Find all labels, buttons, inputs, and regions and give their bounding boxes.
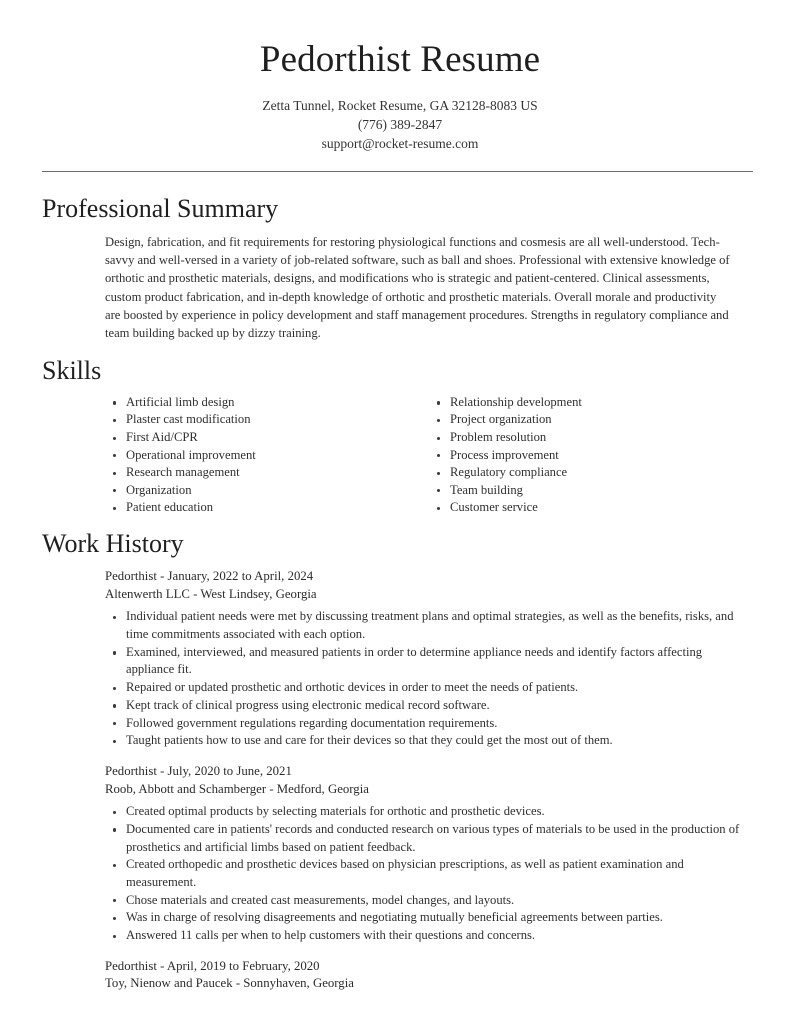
list-item: First Aid/CPR xyxy=(105,429,429,447)
list-item: Followed government regulations regarding documentation requirements. xyxy=(105,715,753,733)
skills-columns xyxy=(105,386,753,517)
job-company-location: Roob, Abbott and Schamberger - Medford, Georgia xyxy=(105,781,369,796)
job-responsibilities xyxy=(105,798,753,945)
list-item: Individual patient needs were met by discussing treatment plans and optimal strategies, as well as the benefits, risks, and time commitments associated with each option. xyxy=(105,608,753,643)
job-entry xyxy=(105,945,753,993)
section-heading-summary: Professional Summary xyxy=(42,193,279,223)
list-item: Project organization xyxy=(429,411,753,429)
job-company-location: Toy, Nienow and Paucek - Sonnyhaven, Georgia xyxy=(105,976,354,991)
list-item: Was in charge of resolving disagreements and negotiating mutually beneficial agreements between parties. xyxy=(105,909,753,927)
list-item: Customer service xyxy=(429,499,753,517)
contact-email: support@rocket-resume.com xyxy=(321,135,479,151)
summary-text: Design, fabrication, and fit requirements for restoring physiological functions and cosmesis are all well-understood. Tech-savvy and well-versed in a variety of job-related software, such as ball and shoes. Professional with extensive knowledge of orthotic and prosthetic materials, designs, and modifications who is strategic and patient-centered. Clinical assessments, custom product fabrication, and in-depth knowledge of orthotic and prosthetic materials. Overall morale and productivity are boosted by experience in policy development and staff management procedures. Strengths in regulatory compliance and team building backed up by dizzy training. xyxy=(105,234,730,341)
list-item: Relationship development xyxy=(429,394,753,412)
skills-column-right xyxy=(429,394,753,517)
list-item: Regulatory compliance xyxy=(429,464,753,482)
list-item: Chose materials and created cast measurements, model changes, and layouts. xyxy=(105,892,753,910)
list-item: Organization xyxy=(105,482,429,500)
skills-list-right xyxy=(429,394,753,517)
list-item: Created optimal products by selecting materials for orthotic and prosthetic devices. xyxy=(105,803,753,821)
skills-list-left xyxy=(105,394,429,517)
work-history-body xyxy=(42,559,753,993)
job-title-dates: Pedorthist - July, 2020 to June, 2021 xyxy=(105,763,292,778)
section-professional-summary xyxy=(0,172,800,343)
list-item: Kept track of clinical progress using electronic medical record software. xyxy=(105,697,753,715)
list-item: Team building xyxy=(429,482,753,500)
job-responsibilities xyxy=(105,603,753,750)
list-item: Research management xyxy=(105,464,429,482)
job-entry xyxy=(105,559,753,750)
summary-body xyxy=(42,224,753,343)
list-item: Repaired or updated prosthetic and orthotic devices in order to meet the needs of patients. xyxy=(105,679,753,697)
job-title-dates: Pedorthist - January, 2022 to April, 2024 xyxy=(105,569,314,584)
job-company-location: Altenwerth LLC - West Lindsey, Georgia xyxy=(105,586,317,601)
job-title-dates: Pedorthist - April, 2019 to February, 2020 xyxy=(105,958,320,973)
contact-address: Zetta Tunnel, Rocket Resume, GA 32128-8083 US xyxy=(262,97,538,113)
list-item: Answered 11 calls per when to help customers with their questions and concerns. xyxy=(105,927,753,945)
list-item: Process improvement xyxy=(429,447,753,465)
list-item: Operational improvement xyxy=(105,447,429,465)
list-item: Taught patients how to use and care for their devices so that they could get the most out of them. xyxy=(105,732,753,750)
page-title: Pedorthist Resume xyxy=(259,39,541,80)
job-entry xyxy=(105,750,753,945)
list-item: Problem resolution xyxy=(429,429,753,447)
list-item: Artificial limb design xyxy=(105,394,429,412)
contact-phone: (776) 389-2847 xyxy=(357,116,443,132)
list-item: Created orthopedic and prosthetic devices based on physician prescriptions, as well as patient examination and measurement. xyxy=(105,856,753,891)
list-item: Examined, interviewed, and measured patients in order to determine appliance needs and identify factors affecting appliance fit. xyxy=(105,644,753,679)
section-work-history xyxy=(0,517,800,993)
section-skills xyxy=(0,343,800,517)
resume-header xyxy=(0,0,800,153)
skills-column-left xyxy=(105,394,429,517)
section-heading-work-history: Work History xyxy=(42,528,184,558)
skills-body xyxy=(42,386,753,517)
section-heading-skills: Skills xyxy=(42,355,102,385)
list-item: Documented care in patients' records and conducted research on various types of materials to be used in the production of prosthetics and artificial limbs based on patient feedback. xyxy=(105,821,753,856)
list-item: Plaster cast modification xyxy=(105,411,429,429)
list-item: Patient education xyxy=(105,499,429,517)
